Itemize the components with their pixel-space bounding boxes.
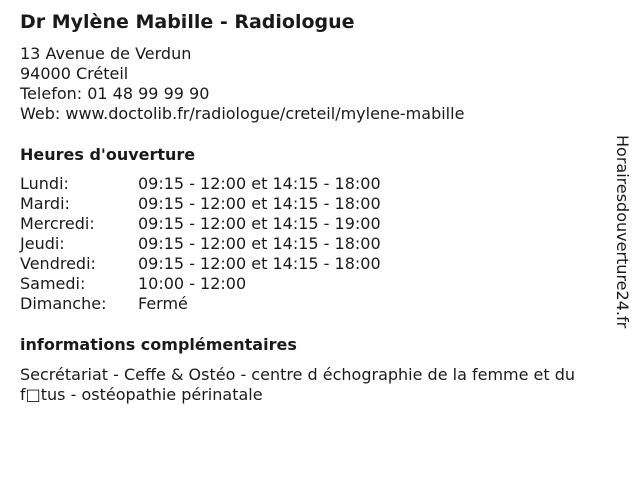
time-range: 09:15 - 12:00 et 14:15 - 18:00	[138, 174, 381, 193]
opening-hours-heading: Heures d'ouverture	[20, 145, 196, 164]
day-label: Jeudi:	[20, 234, 65, 253]
time-range: Fermé	[138, 294, 188, 313]
hours-row-tuesday	[20, 194, 381, 214]
page-title: Dr Mylène Mabille - Radiologue	[20, 11, 355, 33]
hours-row-thursday	[20, 234, 381, 254]
street-address: 13 Avenue de Verdun	[20, 44, 192, 63]
phone-number: Telefon: 01 48 99 99 90	[20, 84, 210, 103]
hours-row-saturday	[20, 274, 381, 294]
time-range: 09:15 - 12:00 et 14:15 - 18:00	[138, 234, 381, 253]
time-range: 09:15 - 12:00 et 14:15 - 18:00	[138, 254, 381, 273]
hours-row-friday	[20, 254, 381, 274]
time-range: 10:00 - 12:00	[138, 274, 247, 293]
site-watermark: Horairesdouverture24.fr	[613, 135, 632, 329]
hours-row-wednesday	[20, 214, 381, 234]
time-range: 09:15 - 12:00 et 14:15 - 19:00	[138, 214, 381, 233]
website: Web: www.doctolib.fr/radiologue/creteil/mylene-mabille	[20, 104, 465, 123]
city: 94000 Créteil	[20, 64, 129, 83]
day-label: Vendredi:	[20, 254, 96, 273]
time-range: 09:15 - 12:00 et 14:15 - 18:00	[138, 194, 381, 213]
additional-info-heading: informations complémentaires	[20, 335, 297, 354]
day-label: Mardi:	[20, 194, 70, 213]
day-label: Samedi:	[20, 274, 86, 293]
hours-row-sunday	[20, 294, 381, 314]
day-label: Dimanche:	[20, 294, 107, 313]
hours-row-monday	[20, 174, 381, 194]
day-label: Lundi:	[20, 174, 69, 193]
opening-hours-table	[20, 174, 381, 314]
address-block	[20, 44, 464, 124]
day-label: Mercredi:	[20, 214, 95, 233]
additional-info-text: Secrétariat - Ceffe & Ostéo - centre d échographie de la femme et du f□tus - ostéopathie périnatale	[20, 365, 576, 404]
